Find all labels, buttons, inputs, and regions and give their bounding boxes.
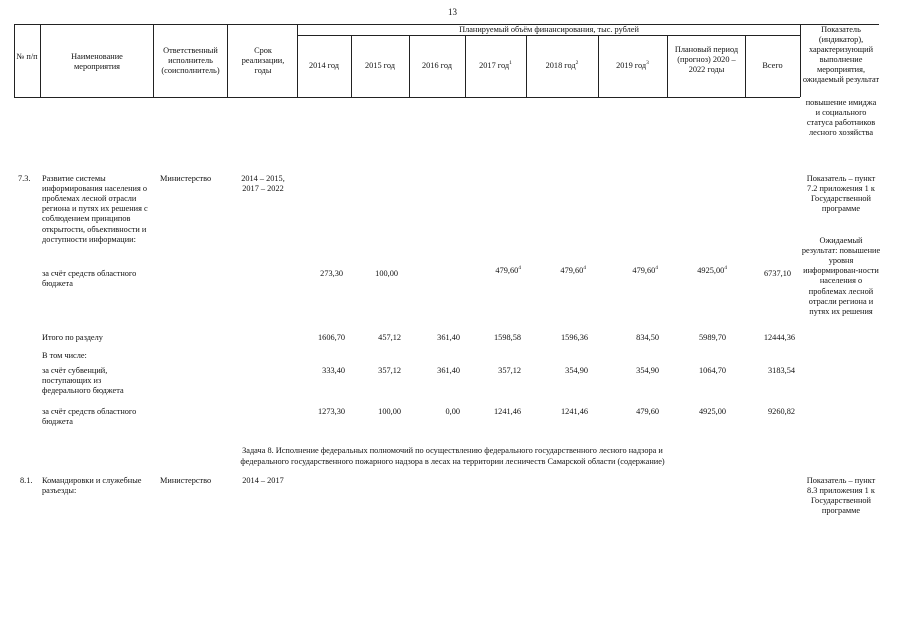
section-total-label: Итого по разделу xyxy=(42,333,103,342)
row-8-1-term: 2014 – 2017 xyxy=(242,476,284,485)
header-col-2017: 2017 год$^1$ xyxy=(479,60,512,70)
indicator-carryover: повышение имиджа и социального статуса работников лесного хозяйства xyxy=(805,98,877,138)
including-label: В том числе: xyxy=(42,351,87,360)
section-total-2016: 361,40 xyxy=(437,333,460,342)
row-7-3-number: 7.3. xyxy=(18,174,31,183)
row-7-3-2018: 479,60$^4$ xyxy=(560,265,586,275)
regional-2018: 1241,46 xyxy=(561,407,588,416)
row-8-1-executor: Министерство xyxy=(160,476,212,485)
section-total-2015: 457,12 xyxy=(378,333,401,342)
header-funding-group: Планируемый объём финансирования, тыс. рублей xyxy=(459,25,639,34)
section-total-2017: 1598,58 xyxy=(494,333,521,342)
subsidy-total: 3183,54 xyxy=(768,366,795,375)
header-col-plan: Плановый период (прогноз) 2020 – 2022 годы xyxy=(674,45,739,74)
row-8-1-name: Командировки и служебные разъезды: xyxy=(42,476,142,496)
subsidy-2014: 333,40 xyxy=(322,366,345,375)
header-col-2014: 2014 год xyxy=(309,61,339,70)
regional-label: за счёт средств областного бюджета xyxy=(42,407,137,427)
subsidy-2015: 357,12 xyxy=(378,366,401,375)
row-7-3-executor: Министерство xyxy=(160,174,212,183)
row-7-3-2017: 479,60$^4$ xyxy=(495,265,521,275)
regional-total: 9260,82 xyxy=(768,407,795,416)
header-col-executor: Ответственный исполнитель (соисполнитель) xyxy=(161,46,220,75)
subsidy-2017: 357,12 xyxy=(498,366,521,375)
regional-2016: 0,00 xyxy=(445,407,460,416)
task-8-title-line-2: федерального государственного пожарного надзора в лесах на территории лесничеств Самарской области (содержание) xyxy=(240,457,665,466)
regional-2019: 479,60 xyxy=(636,407,659,416)
regional-2015: 100,00 xyxy=(378,407,401,416)
row-7-3-plan: 4925,00$^4$ xyxy=(697,265,727,275)
header-col-2019: 2019 год$^3$ xyxy=(616,60,649,70)
row-7-3-indicator: Показатель – пункт 7.2 приложения 1 к Государственной программе xyxy=(806,174,876,214)
section-total-total: 12444,36 xyxy=(763,333,795,342)
subsidy-2016: 361,40 xyxy=(437,366,460,375)
row-7-3-2015: 100,00 xyxy=(375,269,398,278)
subsidy-label: за счёт субвенций, поступающих из федерального бюджета xyxy=(42,366,124,396)
section-total-plan: 5989,70 xyxy=(699,333,726,342)
row-7-3-2019: 479,60$^4$ xyxy=(632,265,658,275)
header-col-term: Срок реализации, годы xyxy=(241,46,285,75)
subsidy-2019: 354,90 xyxy=(636,366,659,375)
header-col-num: № п/п xyxy=(16,52,38,61)
row-7-3-expected-result: Ожидаемый результат: повышение уровня информирован-ности населения о проблемах лесной отрасли региона и путях их решения xyxy=(801,236,881,316)
row-7-3-total: 6737,10 xyxy=(764,269,791,278)
page-number: 13 xyxy=(448,7,457,17)
regional-plan: 4925,00 xyxy=(699,407,726,416)
task-8-title-line-1: Задача 8. Исполнение федеральных полномочий по осуществлению федерального государственного лесного надзора и xyxy=(242,446,663,455)
row-7-3-2014: 273,30 xyxy=(320,269,343,278)
row-7-3-name: Развитие системы информирования населения о проблемах лесной отрасли региона и путях их решения с соблюдением принципов открытости, объективности и доступности информации: xyxy=(42,174,148,244)
regional-2014: 1273,30 xyxy=(318,407,345,416)
row-8-1-number: 8.1. xyxy=(20,476,33,485)
subsidy-plan: 1064,70 xyxy=(699,366,726,375)
row-7-3-regional-label: за счёт средств областного бюджета xyxy=(42,269,137,289)
header-col-2015: 2015 год xyxy=(365,61,395,70)
header-col-name: Наименование мероприятия xyxy=(71,52,123,71)
section-total-2014: 1606,70 xyxy=(318,333,345,342)
section-total-2019: 834,50 xyxy=(636,333,659,342)
regional-2017: 1241,46 xyxy=(494,407,521,416)
header-col-2018: 2018 год$^2$ xyxy=(545,60,579,70)
subsidy-2018: 354,90 xyxy=(565,366,588,375)
header-col-indicator: Показатель (индикатор), характеризующий выполнение мероприятия, ожидаемый результат xyxy=(802,25,880,84)
header-col-total: Всего xyxy=(762,61,783,70)
header-col-2016: 2016 год xyxy=(422,61,452,70)
row-7-3-term: 2014 – 2015, 2017 – 2022 xyxy=(241,174,285,194)
section-total-2018: 1596,36 xyxy=(561,333,588,342)
row-8-1-indicator: Показатель – пункт 8.3 приложения 1 к Государственной программе xyxy=(806,476,876,516)
